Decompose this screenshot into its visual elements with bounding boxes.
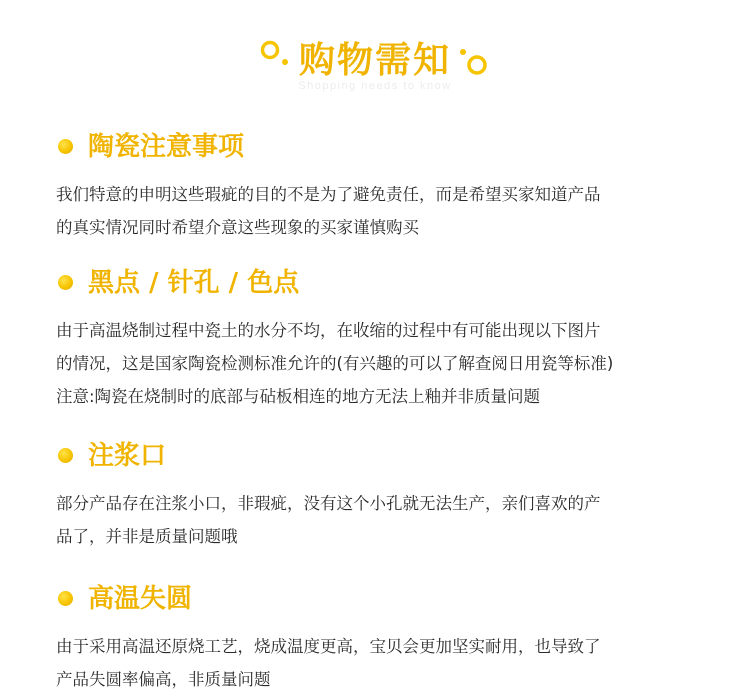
section-body [56,630,716,696]
page-title: 购物需知 [298,40,451,81]
bullet-dot-icon [58,591,73,606]
bullet-dot-icon [58,448,73,463]
body-line: 由于采用高温还原烧工艺，烧成温度更高，宝贝会更加坚实耐用，也导致了 [56,637,601,656]
section-body [56,178,716,244]
body-line: 的真实情况同时希望介意这些现象的买家谨慎购买 [56,218,419,237]
body-line: 部分产品存在注浆小口，非瑕疵，没有这个小孔就无法生产，亲们喜欢的产 [56,494,601,513]
section-title: 高温失圆 [88,584,193,614]
section-heading [56,128,716,168]
body-line: 品了，并非是质量问题哦 [56,527,238,546]
body-line: 我们特意的申明这些瑕疵的目的不是为了避免责任，而是希望买家知道产品 [56,185,601,204]
section-slip-hole [56,437,716,553]
section-body [56,314,716,413]
section-title: 注浆口 [88,441,167,471]
section-heading [56,437,716,477]
section-black-spots [56,264,716,413]
page-header [0,30,750,100]
bullet-dot-icon [58,139,73,154]
section-body [56,487,716,553]
bullet-dot-icon [58,275,73,290]
body-line: 注意:陶瓷在烧制时的底部与砧板相连的地方无法上釉并非质量问题 [56,387,541,406]
body-line: 产品失圆率偏高，非质量问题 [56,670,271,689]
section-heading [56,580,716,620]
section-ceramic-notes [56,128,716,244]
body-line: 由于高温烧制过程中瓷土的水分不均，在收缩的过程中有可能出现以下图片 [56,321,601,340]
section-heading [56,264,716,304]
section-title: 黑点 / 针孔 / 色点 [88,268,300,298]
section-high-temp-deformation [56,580,716,696]
ring-dot-decoration-icon [458,44,490,78]
page-subtitle: Shopping needs to know [298,80,452,92]
section-title: 陶瓷注意事项 [88,132,245,162]
body-line: 的情况，这是国家陶瓷检测标准允许的(有兴趣的可以了解查阅日用瓷等标准) [56,354,614,373]
